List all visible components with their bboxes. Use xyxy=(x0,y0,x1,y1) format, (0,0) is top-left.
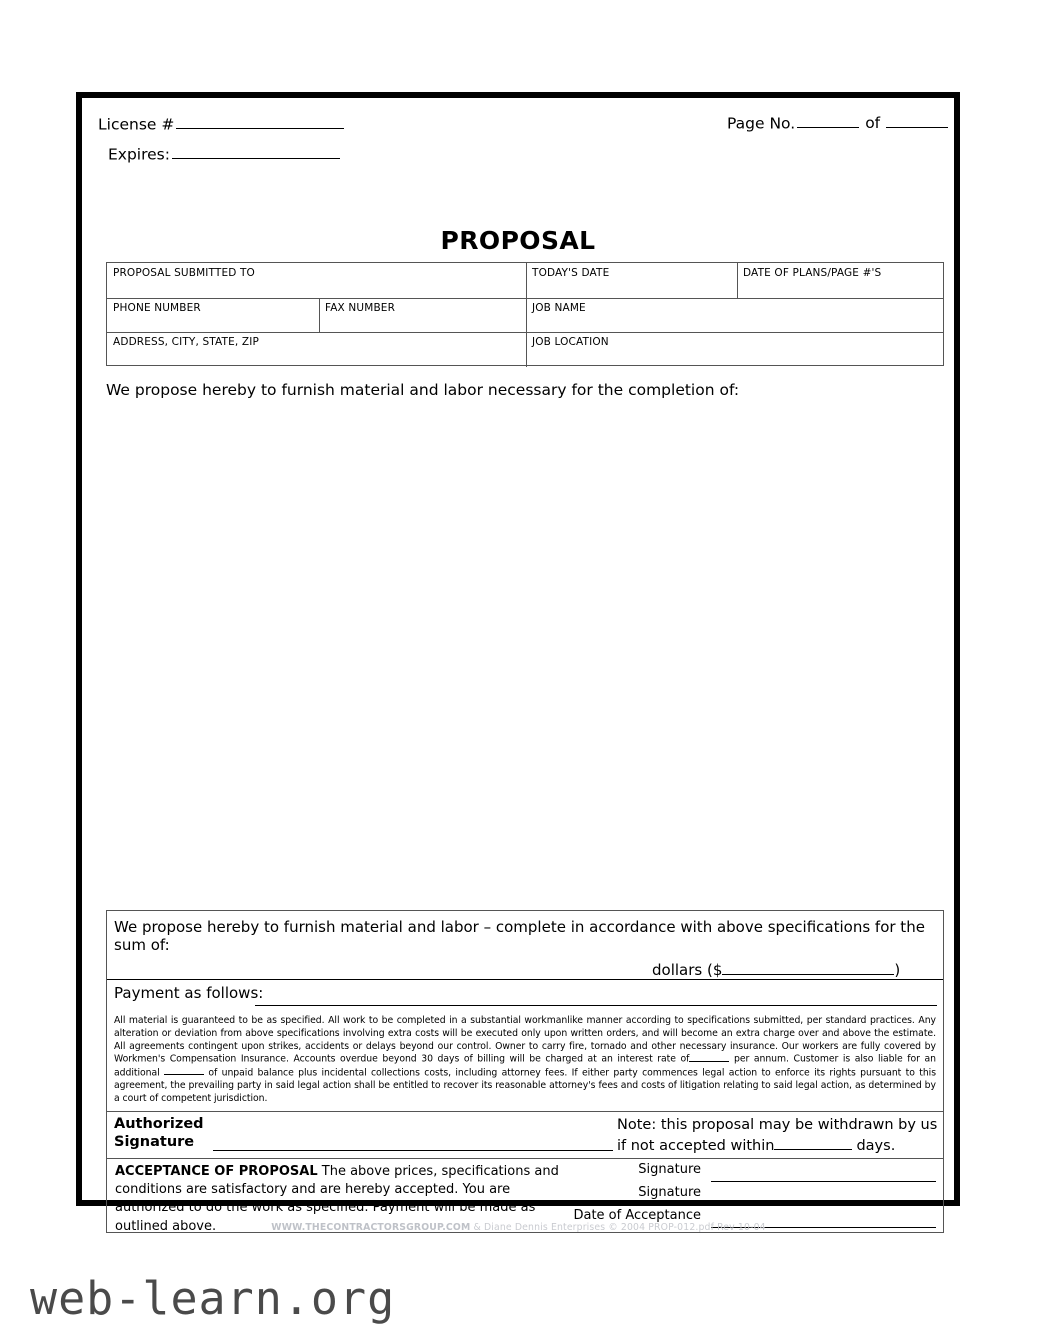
authorized-label-line-1: Authorized xyxy=(114,1115,204,1132)
dollars-label: dollars ( xyxy=(652,961,713,979)
fine-print-part-2: per annum. Customer is also liable for an additional xyxy=(114,1053,936,1079)
expires-field-row xyxy=(108,143,340,163)
dollar-sign: $ xyxy=(712,961,723,979)
sum-and-terms-box xyxy=(106,910,944,1233)
cell-job-name[interactable] xyxy=(526,298,945,332)
additional-percent-input-line[interactable] xyxy=(164,1067,204,1075)
cell-job-location[interactable] xyxy=(526,332,945,367)
cell-proposal-submitted-to[interactable] xyxy=(107,263,526,298)
fine-print-part-1: All material is guaranteed to be as specified. All work to be completed in a substantial workmanlike manner according to specifications submitted, per standard practices. Any alteration or deviation from above specifications involving extra costs will be executed only upon written orders, and will become an extra charge over and above the estimate. All agreements contingent upon strikes, accidents or delays beyond our control. Owner to carry fire, tornado and other necessary insurance. Our workers are fully covered by Workmen's Compensation Insurance. Accounts overdue beyond 30 days of billing will be charged at an interest rate of xyxy=(114,1015,936,1065)
watermark: web-learn.org xyxy=(30,1272,396,1325)
authorized-signature-label xyxy=(114,1115,204,1152)
days-input-line[interactable] xyxy=(774,1135,852,1150)
cell-label-proposal-submitted-to: PROPOSAL SUBMITTED TO xyxy=(113,267,255,279)
expires-input-line[interactable] xyxy=(172,143,340,159)
cell-label-date-of-plans: DATE OF PLANS/PAGE #'S xyxy=(743,267,882,279)
license-label: License # xyxy=(98,115,175,134)
page-no-input-line[interactable] xyxy=(797,112,859,128)
authorized-signature-input-line[interactable] xyxy=(213,1150,613,1151)
lead-in-text: We propose hereby to furnish material and labor necessary for the completion of: xyxy=(106,381,740,399)
cell-phone-number[interactable] xyxy=(107,298,319,332)
cell-label-fax-number: FAX NUMBER xyxy=(325,302,396,314)
acceptance-signature-row-2 xyxy=(561,1185,936,1207)
fine-print-part-3: of unpaid balance plus incidental collections costs, including attorney fees. If either party commences legal action to enforce its rights pursuant to this agreement, the prevailing party in said legal action shall be entitled to recover its reasonable attorney's fees and costs of litigation relating to said legal action, as determined by a court of competent jurisdiction. xyxy=(114,1067,936,1104)
acceptance-signature-input-2[interactable] xyxy=(711,1204,936,1205)
footer-site-url[interactable]: WWW.THECONTRACTORSGROUP.COM xyxy=(271,1222,471,1233)
payment-terms-row xyxy=(107,984,943,1010)
sum-amount-rule[interactable] xyxy=(107,979,943,980)
withdrawal-note-line-1: Note: this proposal may be withdrawn by us xyxy=(617,1116,938,1133)
withdrawal-note xyxy=(617,1116,937,1156)
acceptance-signature-row-1 xyxy=(561,1162,936,1184)
sum-headline: We propose hereby to furnish material and labor – complete in accordance with above specifications for the sum of: xyxy=(114,918,925,954)
dollar-amount-input-line[interactable] xyxy=(722,959,894,975)
page-no-label: Page No. xyxy=(727,114,796,133)
acceptance-signature-label-1: Signature xyxy=(638,1161,701,1177)
cell-date-of-plans[interactable] xyxy=(737,263,945,298)
page-total-input-line[interactable] xyxy=(886,112,948,128)
cell-label-phone-number: PHONE NUMBER xyxy=(113,302,201,314)
terms-fine-print xyxy=(107,1010,943,1111)
sum-amount-row xyxy=(107,954,943,984)
footer-copyright: & Diane Dennis Enterprises © 2004 PROP-012.pdf Rev 10-04 xyxy=(470,1222,766,1233)
withdrawal-note-line-2 xyxy=(617,1135,937,1156)
close-paren: ) xyxy=(894,961,901,979)
page-number-row xyxy=(727,112,948,132)
license-field-row xyxy=(98,113,344,133)
acceptance-signature-input-1[interactable] xyxy=(711,1181,936,1182)
withdrawal-note-post: days. xyxy=(856,1137,896,1154)
cell-label-address: ADDRESS, CITY, STATE, ZIP xyxy=(113,336,259,348)
work-description-area[interactable] xyxy=(106,408,944,903)
proposal-info-grid xyxy=(106,262,944,366)
cell-label-job-location: JOB LOCATION xyxy=(532,336,609,348)
acceptance-band xyxy=(107,1158,943,1232)
document-footer xyxy=(0,1222,1037,1233)
acceptance-body: The above prices, specifications and conditions are satisfactory and are hereby accepted. You are authorized to do the work as specified. Payment will be made as outlined above. xyxy=(115,1163,559,1234)
dollars-amount-group xyxy=(649,959,903,979)
payment-input-line[interactable] xyxy=(255,1005,937,1006)
cell-address[interactable] xyxy=(107,332,526,367)
interest-rate-input-line[interactable] xyxy=(689,1053,729,1061)
page-title: PROPOSAL xyxy=(440,226,596,255)
authorized-label-line-2: Signature xyxy=(114,1134,195,1151)
expires-label: Expires: xyxy=(108,145,170,164)
acceptance-heading: ACCEPTANCE OF PROPOSAL xyxy=(115,1163,318,1179)
authorized-signature-band xyxy=(107,1111,943,1158)
acceptance-signature-label-2: Signature xyxy=(638,1184,701,1200)
cell-fax-number[interactable] xyxy=(319,298,526,332)
page-of-label: of xyxy=(865,114,881,133)
license-input-line[interactable] xyxy=(176,113,344,129)
cell-todays-date[interactable] xyxy=(526,263,737,298)
payment-label: Payment as follows: xyxy=(114,984,264,1002)
acceptance-date-label: Date of Acceptance xyxy=(573,1207,701,1223)
cell-label-todays-date: TODAY'S DATE xyxy=(532,267,610,279)
cell-label-job-name: JOB NAME xyxy=(532,302,586,314)
withdrawal-note-pre: if not accepted within xyxy=(617,1137,775,1154)
